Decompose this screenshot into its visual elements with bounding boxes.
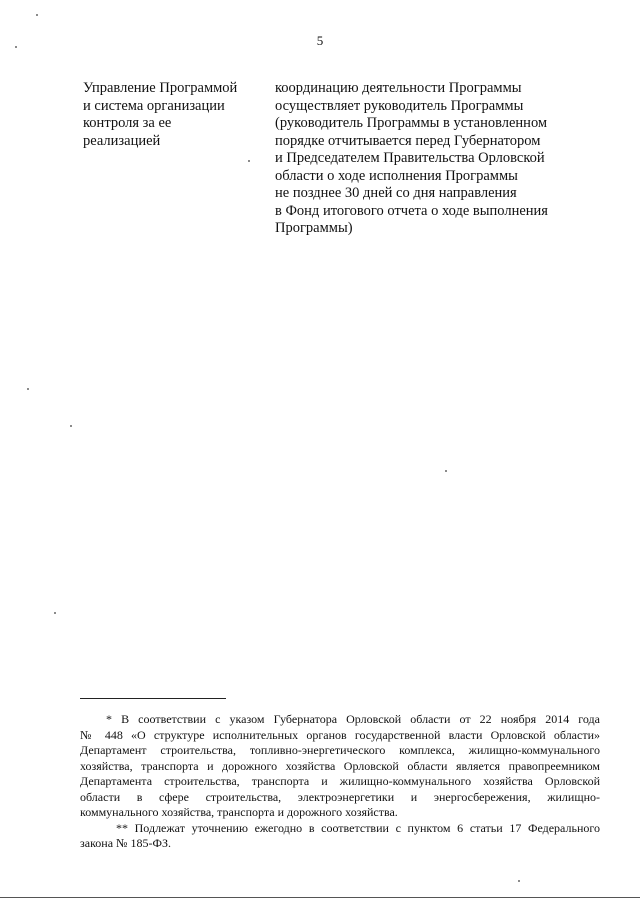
footnote-line: хозяйства, транспорта и дорожного хозяйства Орловской области является правопреемником bbox=[80, 758, 600, 773]
section-label bbox=[83, 80, 253, 150]
scan-speck bbox=[445, 470, 447, 472]
footnote-line: Департамента строительства, транспорта и жилищно-коммунального хозяйства Орловской bbox=[80, 774, 600, 788]
section-content bbox=[275, 80, 575, 238]
scan-speck bbox=[248, 160, 250, 162]
content-line: области о ходе исполнения Программы bbox=[275, 167, 518, 184]
scan-speck bbox=[15, 46, 17, 48]
content-line: (руководитель Программы в установленном bbox=[275, 115, 548, 131]
scan-edge-line bbox=[0, 897, 640, 898]
footnote-line: закона № 185-ФЗ. bbox=[80, 836, 171, 850]
label-line: контроля за ее bbox=[83, 115, 172, 131]
label-line: Управление Программой bbox=[83, 80, 238, 96]
footnote-line: коммунального хозяйства, транспорта и дорожного хозяйства. bbox=[80, 805, 398, 819]
scan-speck bbox=[54, 612, 56, 614]
footnote-line: Департамент строительства, топливно-энергетического комплекса, жилищно-коммунального bbox=[80, 743, 600, 757]
content-line: в Фонд итогового отчета о ходе выполнения bbox=[275, 202, 548, 219]
scan-speck bbox=[36, 14, 38, 16]
content-line: и Председателем Правительства Орловской bbox=[275, 150, 545, 166]
label-line: реализацией bbox=[83, 132, 161, 149]
footnote-line: * В соответствии с указом Губернатора Орловской области от 22 ноября 2014 года bbox=[106, 712, 600, 726]
content-line: не позднее 30 дней со дня направления bbox=[275, 185, 517, 201]
footnote-separator bbox=[80, 698, 226, 699]
scan-speck bbox=[27, 388, 29, 390]
footnotes bbox=[80, 712, 600, 852]
content-line: осуществляет руководитель Программы bbox=[275, 97, 524, 114]
footnote-line: ** Подлежат уточнению ежегодно в соответствии с пунктом 6 статьи 17 Федерального bbox=[116, 820, 600, 835]
content-line: Программы) bbox=[275, 220, 353, 236]
label-line: и система организации bbox=[83, 97, 225, 114]
scan-speck bbox=[70, 425, 72, 427]
footnote-line: области в сфере строительства, электроэнергетики и энергосбережения, жилищно- bbox=[80, 789, 600, 804]
content-line: порядке отчитывается перед Губернатором bbox=[275, 132, 541, 149]
content-line: координацию деятельности Программы bbox=[275, 80, 522, 96]
footnote-line: № 448 «О структуре исполнительных органов государственной власти Орловской области» bbox=[80, 727, 600, 742]
scan-speck bbox=[518, 880, 520, 882]
page-number: 5 bbox=[316, 33, 324, 48]
